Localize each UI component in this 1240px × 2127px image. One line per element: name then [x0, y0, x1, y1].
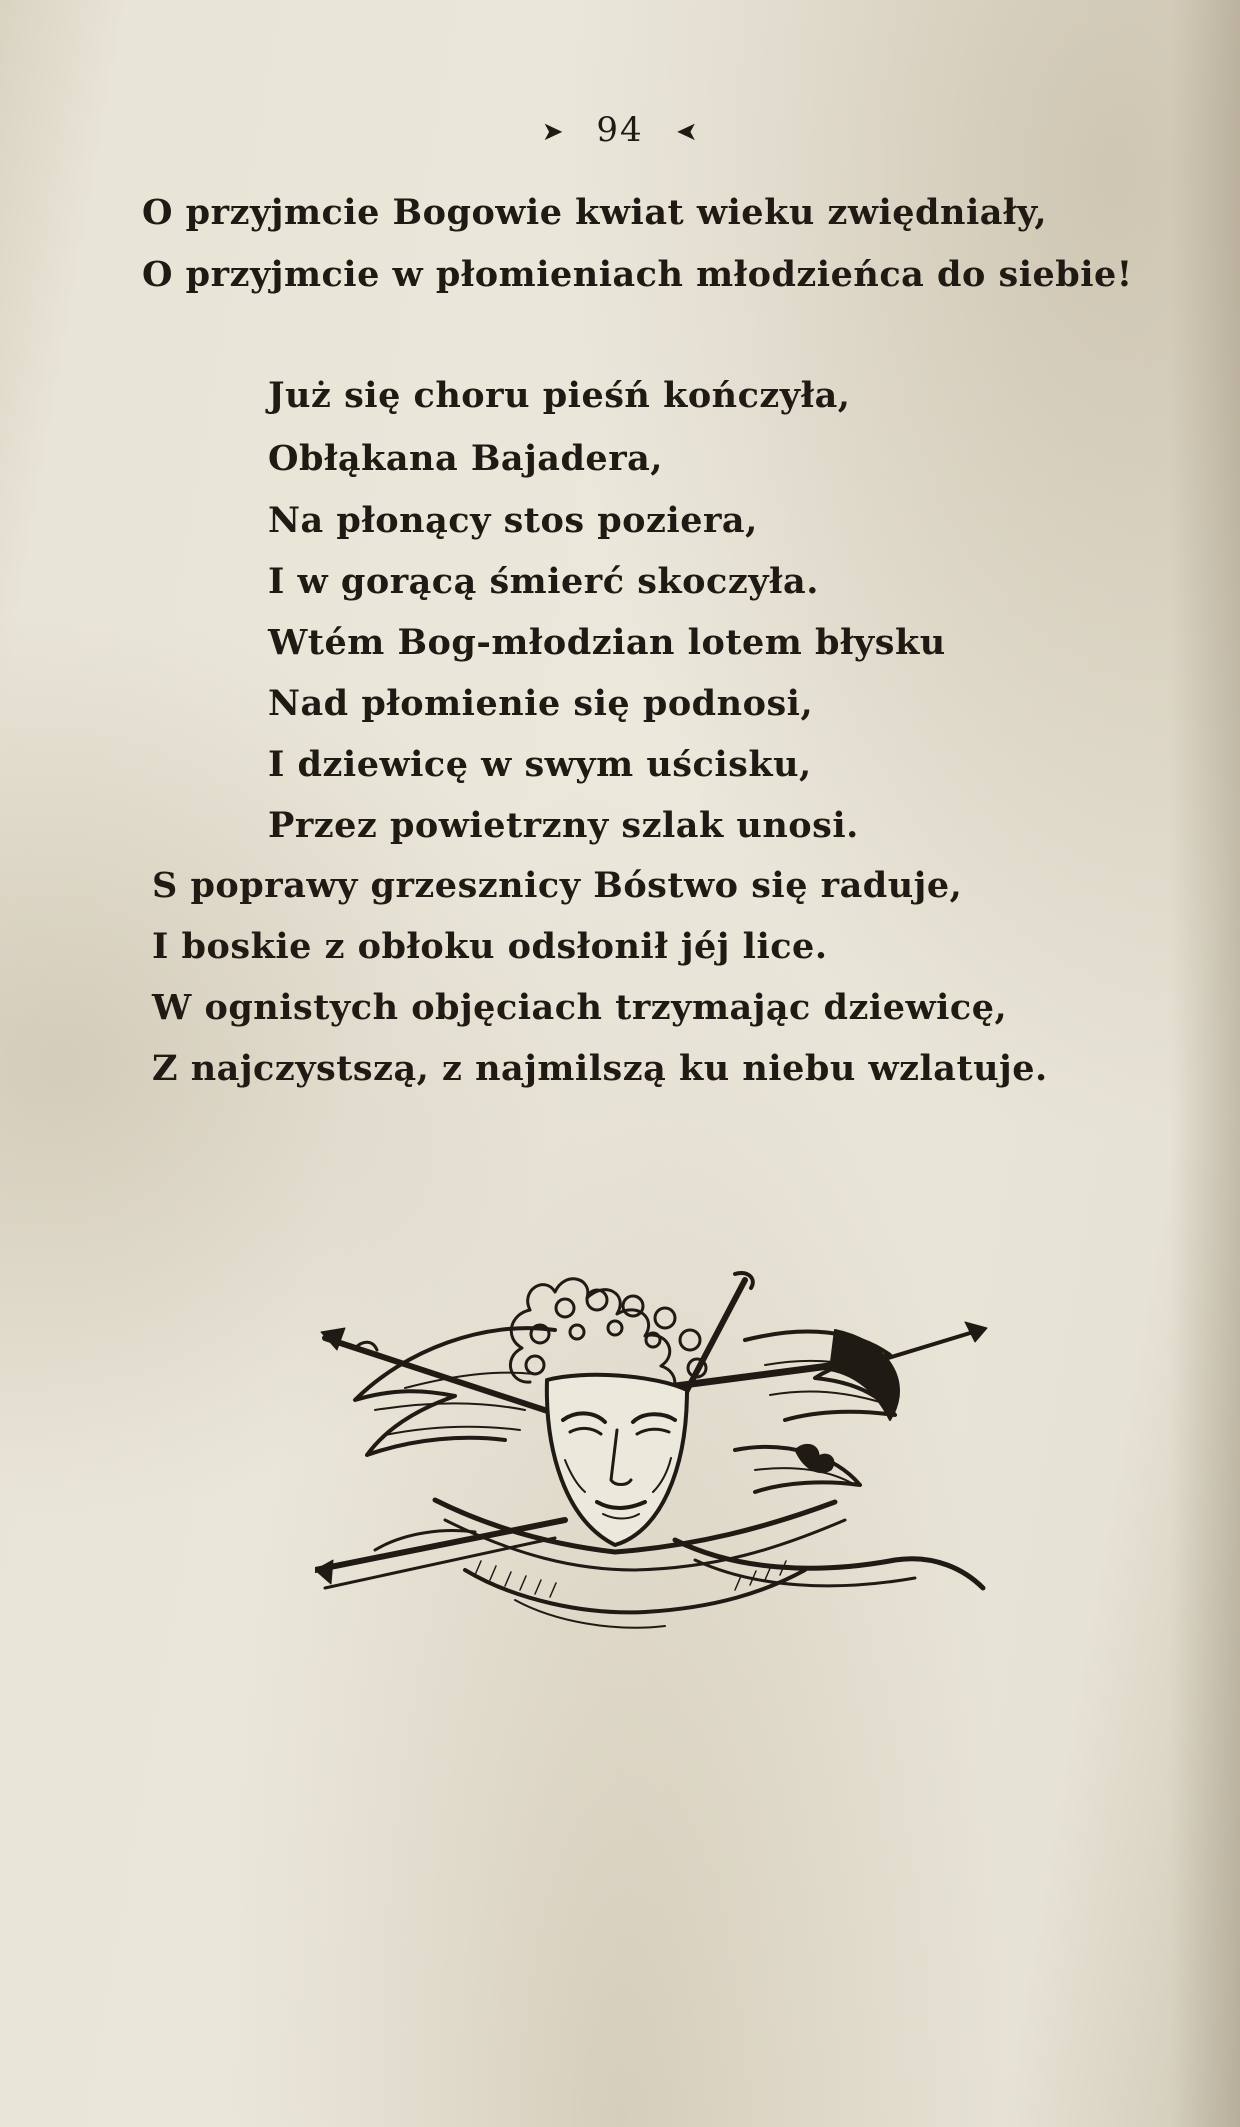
- verse-line: I dziewicę w swym uścisku,: [268, 744, 812, 785]
- verse-line: Przez powietrzny szlak unosi.: [268, 805, 859, 846]
- verse-line: Z najczystszą, z najmilszą ku niebu wzlatuje.: [152, 1048, 1048, 1089]
- verse-line: O przyjmcie w płomieniach młodzieńca do siebie!: [142, 254, 1133, 295]
- page-number-left-ornament-icon: ➤: [541, 117, 566, 147]
- page-edge-shadow: [1170, 0, 1240, 2127]
- verse-line: I boskie z obłoku odsłonił jéj lice.: [152, 926, 828, 967]
- page-number: 94: [596, 110, 644, 150]
- verse-line: Wtém Bog-młodzian lotem błysku: [268, 622, 946, 663]
- verse-line: Obłąkana Bajadera,: [268, 438, 663, 479]
- verse-line: W ognistych objęciach trzymając dziewicę,: [152, 987, 1008, 1028]
- verse-line: O przyjmcie Bogowie kwiat wieku zwiędniały,: [142, 192, 1048, 233]
- verse-line: Na płonący stos poziera,: [268, 500, 758, 541]
- verse-line: Nad płomienie się podnosi,: [268, 683, 814, 724]
- page-number-right-ornament-icon: ➤: [674, 117, 699, 147]
- mask-trophy-vignette-icon: [315, 1270, 995, 1645]
- verse-line: S poprawy grzesznicy Bóstwo się raduje,: [152, 865, 963, 906]
- page-header: [0, 110, 1240, 150]
- verse-line: I w gorącą śmierć skoczyła.: [268, 561, 819, 602]
- verse-line: Już się choru pieśń kończyła,: [268, 375, 851, 416]
